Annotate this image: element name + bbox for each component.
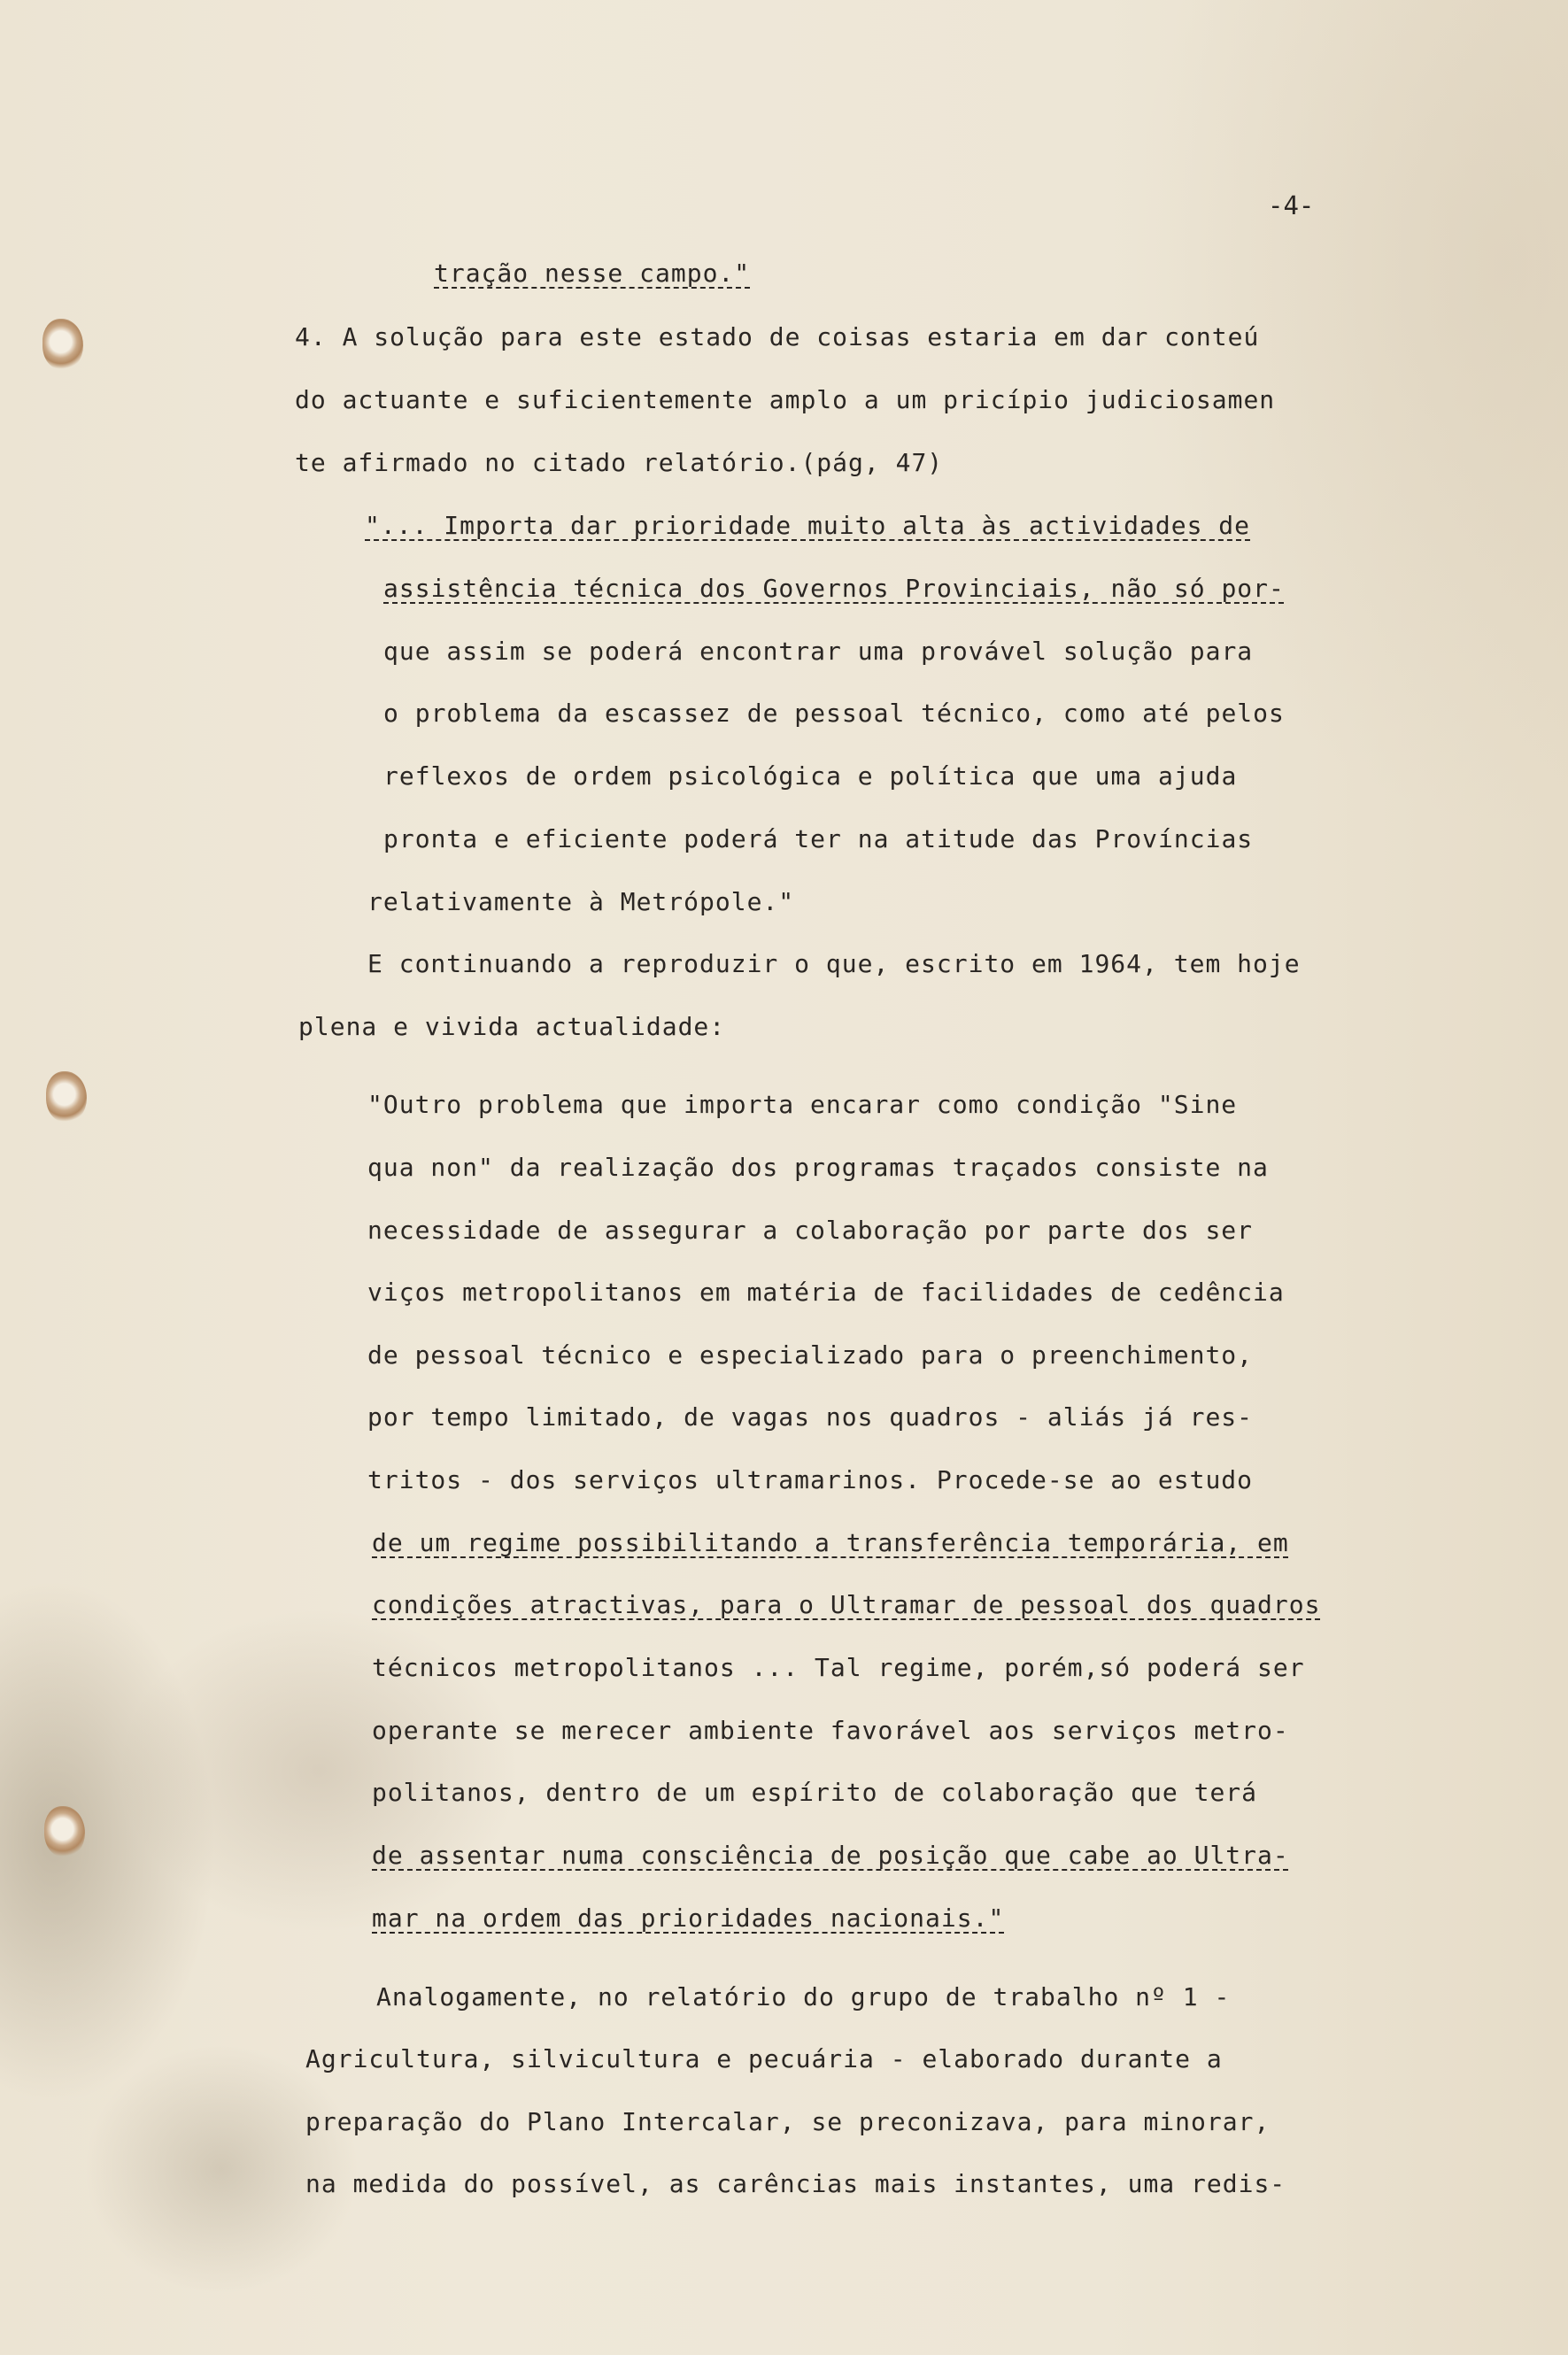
text-line: na medida do possível, as carências mais instantes, uma redis-	[305, 2169, 1286, 2198]
text-line: de assentar numa consciência de posição que cabe ao Ultra-	[372, 1841, 1289, 1870]
text-line: Agricultura, silvicultura e pecuária - elaborado durante a	[305, 2044, 1223, 2073]
text-line: técnicos metropolitanos ... Tal regime, porém,só poderá ser	[372, 1653, 1305, 1682]
text-line: tração nesse campo."	[434, 259, 751, 288]
text-line: politanos, dentro de um espírito de colaboração que terá	[372, 1778, 1258, 1807]
text-line: "... Importa dar prioridade muito alta às actividades de	[365, 511, 1251, 540]
text-line: te afirmado no citado relatório.(pág, 47)	[295, 448, 944, 477]
text-line: preparação do Plano Intercalar, se preconizava, para minorar,	[305, 2107, 1271, 2136]
text-line: tritos - dos serviços ultramarinos. Procede-se ao estudo	[367, 1465, 1254, 1494]
text-line: E continuando a reproduzir o que, escrito em 1964, tem hoje	[367, 949, 1301, 978]
text-line: "Outro problema que importa encarar como condição "Sine	[367, 1090, 1238, 1119]
text-line: de um regime possibilitando a transferência temporária, em	[372, 1528, 1289, 1557]
binding-hole-middle	[46, 1071, 87, 1123]
text-line: assistência técnica dos Governos Provinciais, não só por-	[383, 574, 1285, 603]
text-line: necessidade de assegurar a colaboração por parte dos ser	[367, 1216, 1254, 1245]
text-line: pronta e eficiente poderá ter na atitude das Províncias	[383, 824, 1254, 853]
text-line: por tempo limitado, de vagas nos quadros - aliás já res-	[367, 1402, 1254, 1432]
binding-hole-top	[42, 319, 83, 370]
text-line: do actuante e suficientemente amplo a um pricípio judiciosamen	[295, 385, 1276, 414]
text-line: relativamente à Metrópole."	[367, 887, 795, 916]
text-line: de pessoal técnico e especializado para o preenchimento,	[367, 1340, 1254, 1370]
text-line: operante se merecer ambiente favorável aos serviços metro-	[372, 1716, 1289, 1745]
text-line: mar na ordem das prioridades nacionais."	[372, 1903, 1005, 1933]
text-line: reflexos de ordem psicológica e política que uma ajuda	[383, 761, 1238, 791]
text-line: 4. A solução para este estado de coisas estaria em dar conteú	[295, 322, 1260, 351]
text-line: viços metropolitanos em matéria de facilidades de cedência	[367, 1278, 1285, 1307]
page-number: -4-	[1268, 190, 1315, 220]
binding-hole-bottom	[44, 1806, 85, 1857]
text-line: condições atractivas, para o Ultramar de pessoal dos quadros	[372, 1590, 1321, 1619]
text-line: que assim se poderá encontrar uma provável solução para	[383, 637, 1254, 666]
text-line: qua non" da realização dos programas traçados consiste na	[367, 1153, 1269, 1182]
text-line: Analogamente, no relatório do grupo de trabalho nº 1 -	[376, 1982, 1231, 2011]
text-line: o problema da escassez de pessoal técnico, como até pelos	[383, 699, 1285, 728]
text-line: plena e vivida actualidade:	[298, 1012, 726, 1041]
